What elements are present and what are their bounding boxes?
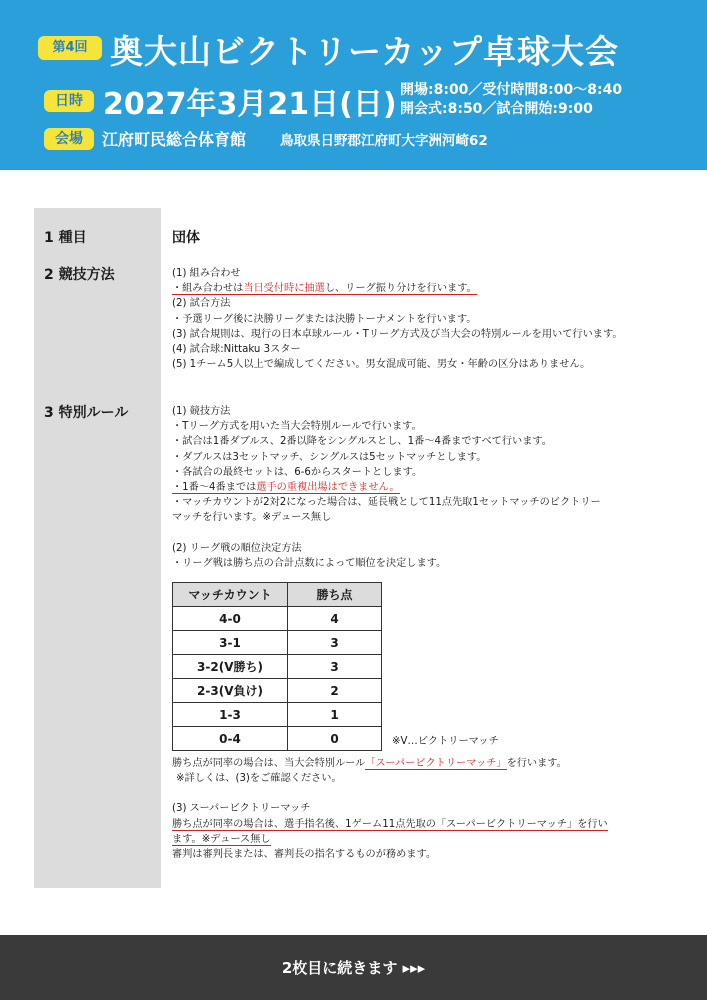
super-victory-line-1: 勝ち点が同率の場合は、選手指名後、1ゲーム11点先取の「スーパービクトリーマッチ」を行い (172, 818, 608, 830)
table-cell: 1-3 (173, 703, 288, 727)
s2-line-5: (3) 試合規則は、現行の日本卓球ルール・Tリーグ方式及び当大会の特別ルールを用いて行います。 (172, 328, 623, 340)
table-row (173, 703, 382, 727)
s3-line-4: ・ダブルスは3セットマッチ、シングルスは5セットマッチとします。 (172, 451, 487, 463)
table-cell: 3-2(V勝ち) (173, 655, 288, 679)
s3-line-6: ・1番～4番までは選手の重複出場はできません。 (172, 482, 400, 494)
section-1-heading: 1 種目 (44, 230, 87, 246)
table-row (173, 679, 382, 703)
tiebreak-line-1: 勝ち点が同率の場合は、当大会特別ルール「スーパービクトリーマッチ」を行います。 (172, 758, 567, 769)
table-header-row (173, 583, 382, 607)
times-line-2: 開会式:8:50／試合開始:9:00 (400, 101, 593, 117)
s3-line-9: (2) リーグ戦の順位決定方法 (172, 542, 302, 554)
points-table (172, 582, 382, 751)
section-3-heading: 3 特別ルール (44, 405, 129, 421)
table-row (173, 607, 382, 631)
s2-line-2: ・組み合わせは当日受付時に抽選し、リーグ振り分けを行います。 (172, 283, 477, 295)
section-1-value: 団体 (172, 230, 200, 246)
date-label-badge: 日時 (44, 90, 94, 112)
s2-line-1: (1) 組み合わせ (172, 268, 241, 279)
s2-line-3: (2) 試合方法 (172, 298, 231, 310)
s3-line-1: (1) 競技方法 (172, 406, 231, 417)
table-cell: 3-1 (173, 631, 288, 655)
referee-line: 審判は審判長または、審判長の指名するものが務めます。 (172, 849, 437, 861)
table-cell: 2 (288, 679, 382, 703)
table-cell: 0-4 (173, 727, 288, 751)
s2-line-4: ・予選リーグ後に決勝リーグまたは決勝トーナメントを行います。 (172, 313, 477, 325)
s2-line-6: (4) 試合球:Nittaku 3スター (172, 344, 301, 356)
section-2-heading: 2 競技方法 (44, 267, 115, 283)
table-header-cell: マッチカウント (173, 583, 288, 607)
header-banner (0, 0, 707, 170)
section-3-content (172, 404, 601, 571)
s2-line-7: (5) 1チーム5人以上で編成してください。男女混成可能、男女・年齢の区分はありません。 (172, 359, 591, 371)
section-heading-column (34, 208, 161, 888)
table-row (173, 655, 382, 679)
table-row (173, 727, 382, 751)
continue-next-page: 2枚目に続きます ▸▸▸ (281, 959, 426, 977)
event-title: 奥大山ビクトリーカップ卓球大会 (110, 32, 620, 71)
table-cell: 0 (288, 727, 382, 751)
table-cell: 3 (288, 631, 382, 655)
table-cell: 1 (288, 703, 382, 727)
table-cell: 4-0 (173, 607, 288, 631)
table-header-cell: 勝ち点 (288, 583, 382, 607)
table-cell: 3 (288, 655, 382, 679)
victory-match-note: ※V…ビクトリーマッチ (392, 736, 499, 747)
s3-line-8: マッチを行います。※デュース無し (172, 512, 332, 524)
venue-name: 江府町民総合体育館 (102, 130, 247, 149)
event-times (400, 81, 622, 119)
super-victory-line-2: ます。※デュース無し (172, 833, 271, 845)
s3-line-2: ・Tリーグ方式を用いた当大会特別ルールで行います。 (172, 421, 422, 433)
times-line-1: 開場:8:00／受付時間8:00～8:40 (400, 82, 623, 98)
tiebreak-line-2: ※詳しくは、(3)をご確認ください。 (176, 773, 342, 785)
table-cell: 2-3(V負け) (173, 679, 288, 703)
s3-line-10: ・リーグ戦は勝ち点の合計点数によって順位を決定します。 (172, 557, 447, 569)
super-victory-heading: (3) スーパービクトリーマッチ (172, 803, 311, 815)
event-date: 2027年3月21日(日) (103, 87, 397, 122)
venue-address: 鳥取県日野郡江府町大字洲河崎62 (280, 133, 488, 149)
s3-line-5: ・各試合の最終セットは、6-6からスタートとします。 (172, 466, 423, 478)
venue-label-badge: 会場 (44, 128, 94, 150)
table-cell: 4 (288, 607, 382, 631)
section-3-after-table (172, 756, 608, 862)
s3-line-7: ・マッチカウントが2対2になった場合は、延長戦として11点先取1セットマッチのビクトリー (172, 497, 601, 509)
s3-line-3: ・試合は1番ダブルス、2番以降をシングルスとし、1番～4番まですべて行います。 (172, 436, 552, 448)
section-2-content (172, 266, 623, 372)
table-row (173, 631, 382, 655)
footer-bar (0, 935, 707, 1000)
edition-badge: 第4回 (38, 36, 102, 60)
